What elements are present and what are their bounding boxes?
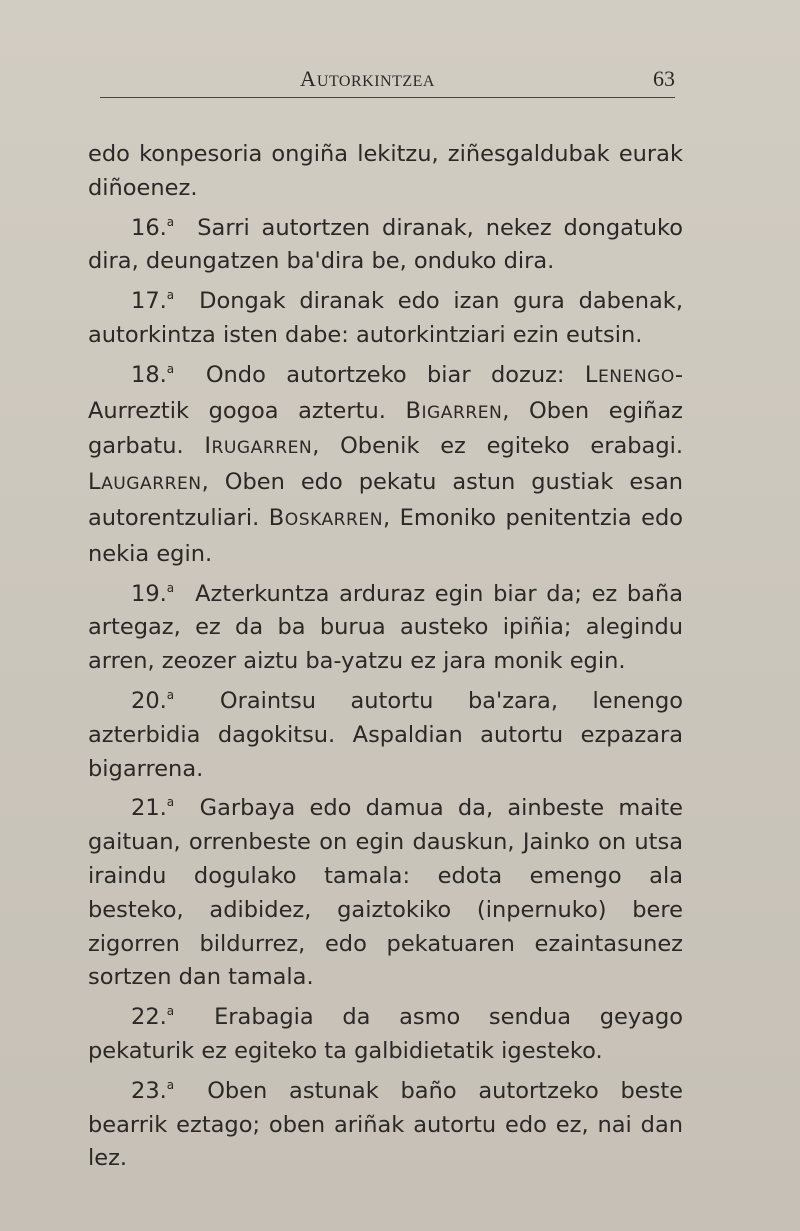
- running-header: [100, 66, 675, 96]
- title-initial: A: [300, 66, 317, 91]
- paragraph: [88, 206, 683, 280]
- paragraph-text: Ondo autortzeko biar dozuz:: [205, 361, 585, 388]
- paragraph-number: 16.$^a$: [131, 214, 175, 241]
- ordinal-word: IRUGARREN: [204, 433, 313, 460]
- ordinal-word: BOSKARREN: [268, 504, 384, 531]
- ordinal-word: BIGARREN: [405, 397, 503, 424]
- header-rule: [100, 97, 675, 98]
- paragraph-text: Garbaya edo damua da, ainbeste maite gaituan, orrenbeste on egin dauskun, Jainko on utsa iraindu dogulako tamala: edota emengo ala besteko, adibidez, gaiztokiko (inpernuko) bere zigorren bildurrez, edo pekatuaren ezaintasunez sortzen dan tamala.: [88, 795, 683, 991]
- paragraph-number: 23.$^a$: [131, 1077, 175, 1104]
- paragraph: [88, 1069, 683, 1176]
- paragraph: [88, 679, 683, 786]
- paragraph-text: , Oben egiñaz garbatu.: [88, 397, 683, 460]
- paragraph-number: 20.$^a$: [131, 687, 175, 714]
- ordinal-word: LAUGARREN: [88, 469, 202, 496]
- paragraph-number: 19.$^a$: [131, 580, 175, 607]
- paragraph: [88, 138, 683, 206]
- ordinal-superscript: a: [166, 288, 175, 303]
- ordinal-superscript: a: [166, 687, 175, 702]
- paragraph-text: , Emoniko penitentzia edo nekia egin.: [88, 504, 684, 567]
- paragraph-text: Sarri autortzen diranak, nekez dongatuko dira, deungatzen ba'dira be, onduko dira.: [88, 214, 683, 275]
- page-number: 63: [653, 66, 675, 91]
- ordinal-superscript: a: [166, 580, 175, 595]
- ordinal-superscript: a: [166, 1077, 175, 1092]
- paragraph: [88, 995, 683, 1069]
- paragraph-number: 17.$^a$: [131, 288, 175, 315]
- paragraph-text: Erabagia da asmo sendua geyago pekaturik ez egiteko ta galbidietatik igesteko.: [88, 1004, 684, 1064]
- chapter-title: [300, 66, 435, 92]
- title-rest: UTORKINTZEA: [316, 73, 435, 90]
- paragraph-text: , Obenik ez egiteko erabagi.: [312, 433, 684, 460]
- paragraph-number: 21.$^a$: [131, 795, 175, 822]
- ordinal-superscript: a: [166, 214, 175, 229]
- ordinal-superscript: a: [166, 361, 175, 376]
- paragraph: [88, 353, 683, 572]
- ordinal-superscript: a: [166, 795, 175, 810]
- paragraph-text: Oraintsu autortu ba'zara, lenengo azterbidia dagokitsu. Aspaldian autortu ezpazara bigarrena.: [88, 687, 683, 782]
- paragraph: [88, 279, 683, 353]
- paragraph: [88, 572, 683, 679]
- paragraph: [88, 786, 683, 995]
- paragraph-text: -Aurreztik gogoa aztertu.: [88, 361, 683, 424]
- paragraph-text: Oben astunak baño autortzeko beste bearrik eztago; oben ariñak autortu edo ez, nai dan lez.: [88, 1077, 684, 1172]
- paragraph-text: Dongak diranak edo izan gura dabenak, autorkintza isten dabe: autorkintziari ezin eutsin.: [88, 288, 683, 348]
- ordinal-superscript: a: [166, 1004, 175, 1019]
- body-text: [88, 138, 683, 1176]
- paragraph-number: 22.$^a$: [131, 1004, 175, 1031]
- paragraph-text: Azterkuntza arduraz egin biar da; ez baña artegaz, ez da ba burua austeko ipiñia; alegindu arren, zeozer aiztu ba-yatzu ez jara monik egin.: [88, 580, 683, 675]
- paragraph-number: 18.$^a$: [131, 361, 175, 388]
- paragraph-text: edo konpesoria ongiña lekitzu, ziñesgaldubak eurak diñoenez.: [88, 141, 683, 201]
- ordinal-word: LENENGO: [584, 361, 675, 388]
- paragraph-text: , Oben edo pekatu astun gustiak esan autorentzuliari.: [88, 469, 683, 531]
